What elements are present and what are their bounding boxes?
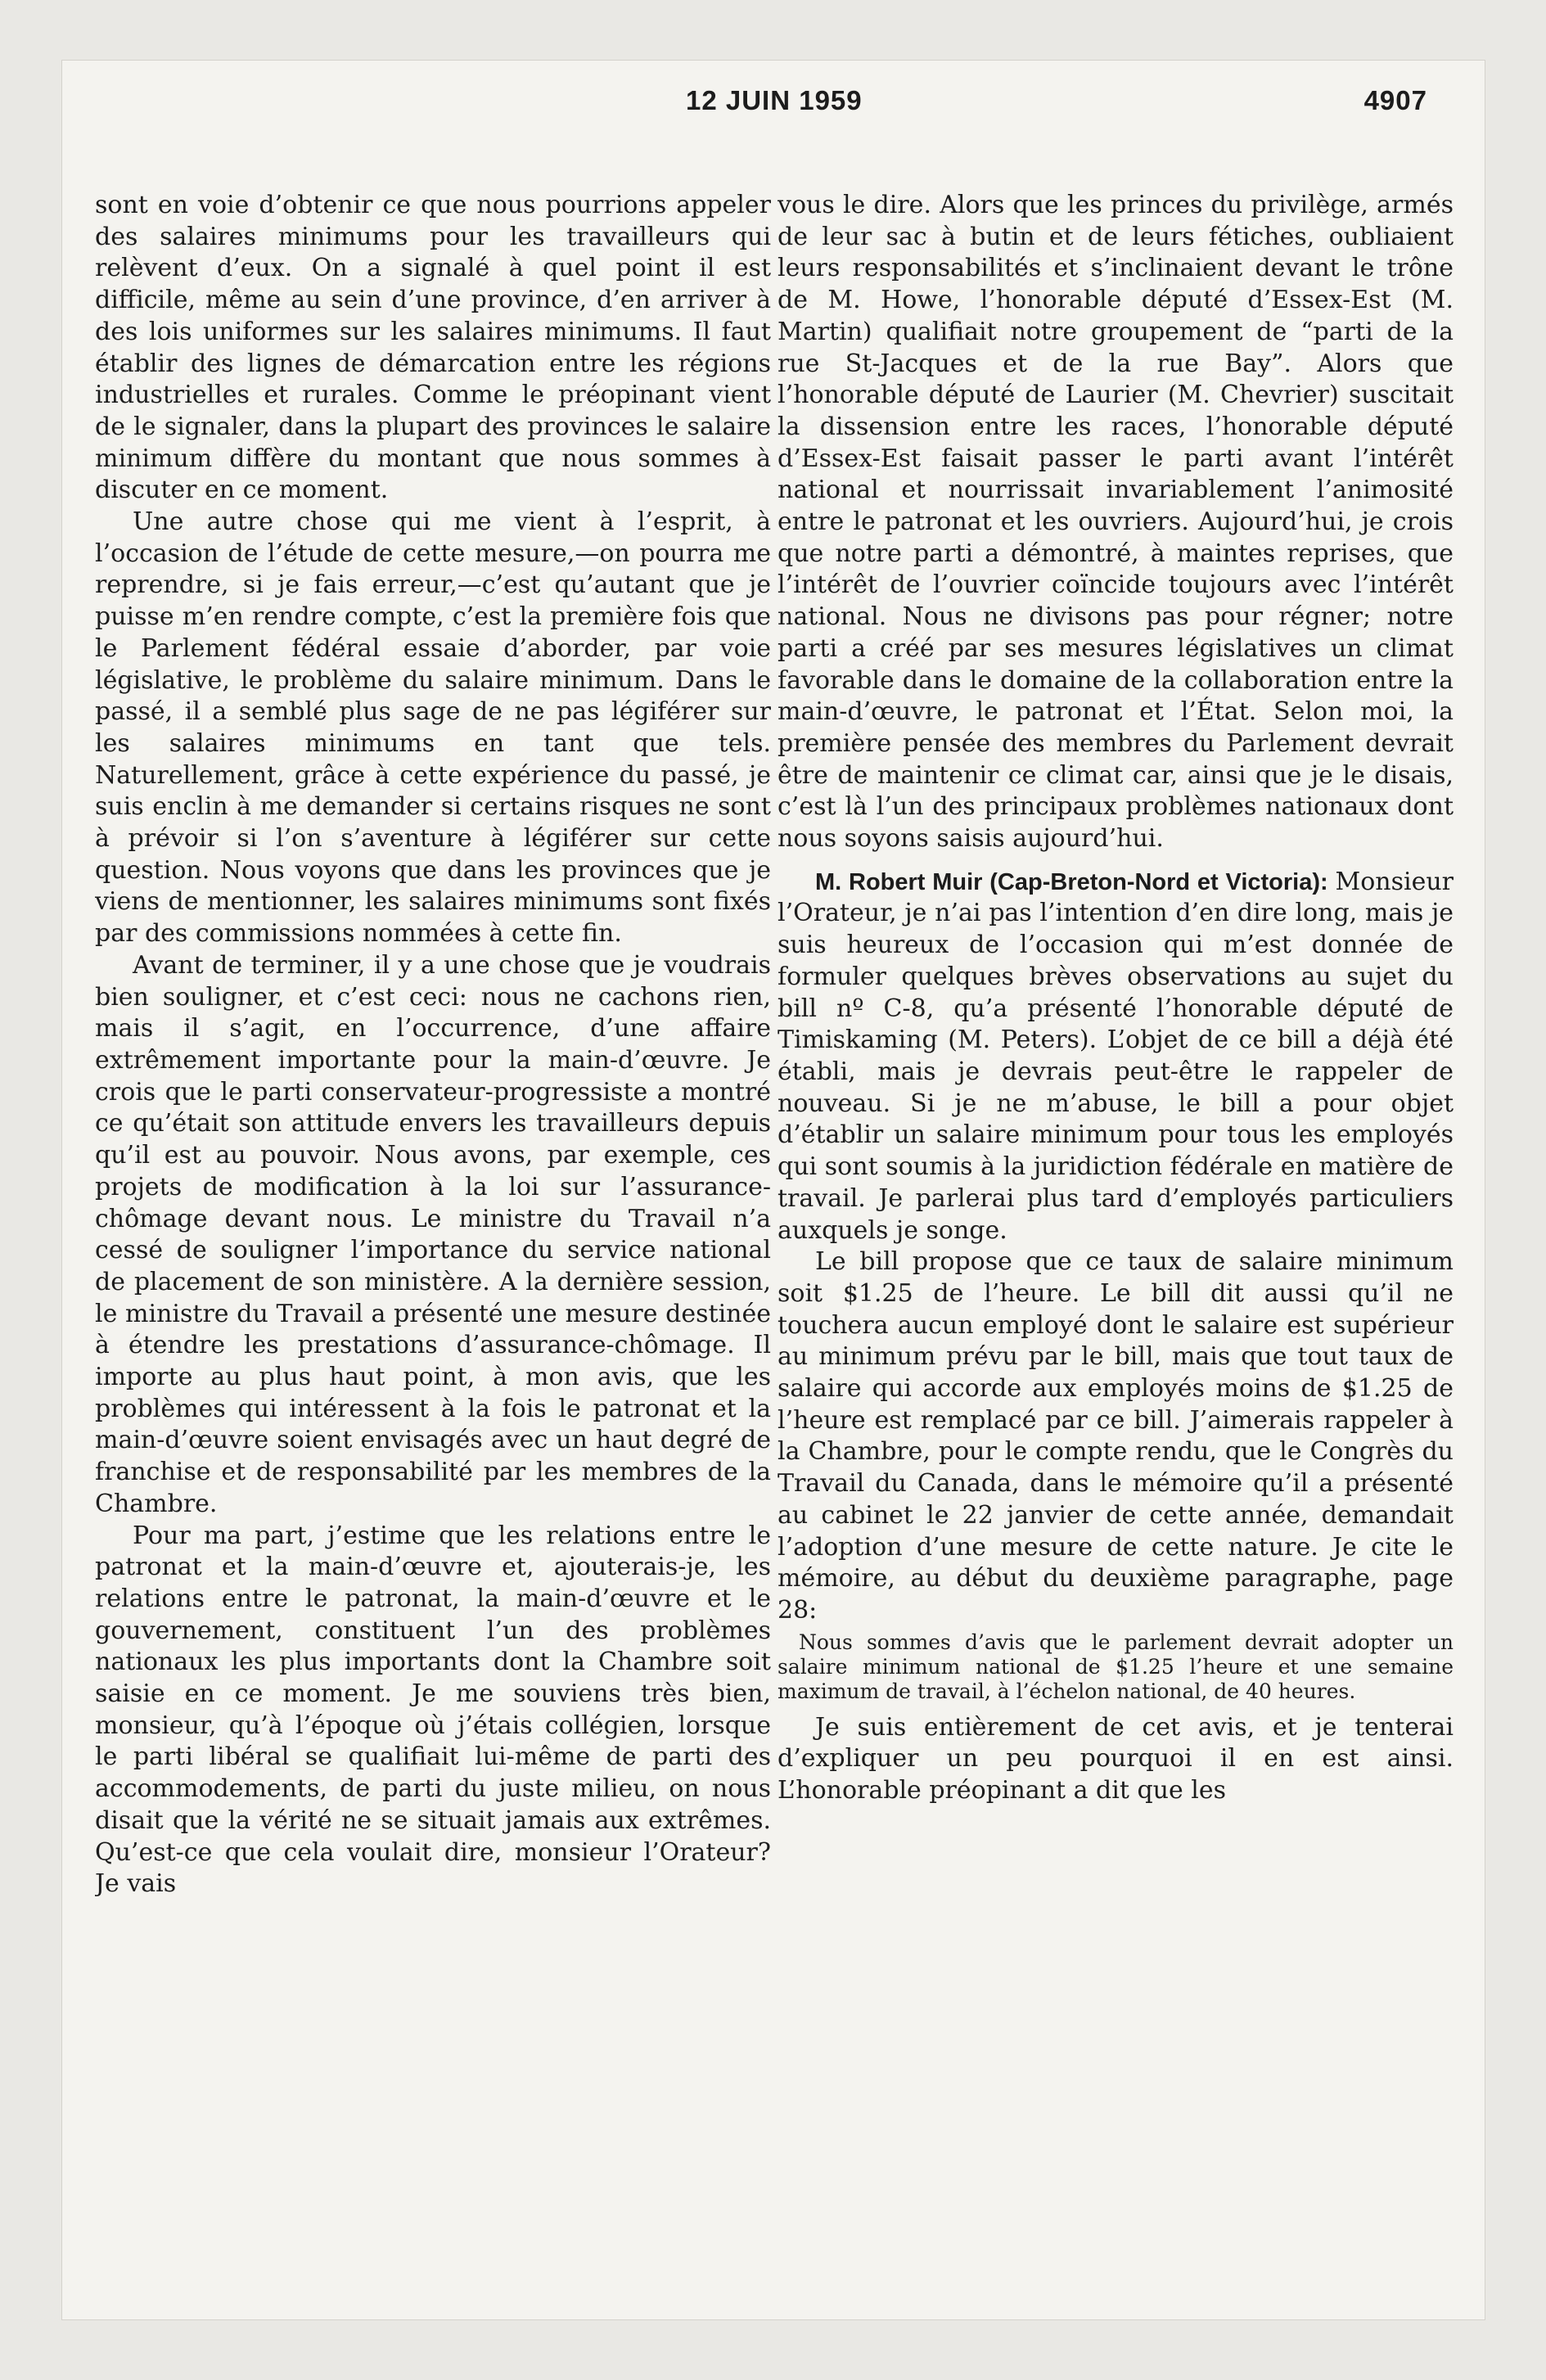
- paragraph: Une autre chose qui me vient à l’esprit, à l’occasion de l’étude de cette mesure,—on pourra me reprendre, si je fais erreur,—c’est qu’autant que je puisse m’en rendre compte, c’est la première fois que le Parlement fédéral essaie d’aborder, par voie législative, le problème du salaire minimum. Dans le passé, il a semblé plus sage de ne pas légiférer sur les salaires minimums en tant que tels. Naturellement, grâce à cette expérience du passé, je suis enclin à me demander si certains risques ne sont à prévoir si l’on s’aventure à légiférer sur cette question. Nous voyons que dans les provinces que je viens de mentionner, les salaires minimums sont fixés par des commissions nommées à cette fin.: [95, 507, 771, 949]
- speech-paragraph: [778, 867, 1454, 1246]
- speech-text: Monsieur l’Orateur, je n’ai pas l’intention d’en dire long, mais je suis heureux de l’occasion qui m’est donnée de formuler quelques brèves observations au sujet du bill nº C-8, qu’a présenté l’honorable député de Timiskaming (M. Peters). L’objet de ce bill a déjà été établi, mais je devrais peut-être le rappeler de nouveau. Si je ne m’abuse, le bill a pour objet d’établir un salaire minimum pour tous les employés qui sont soumis à la juridiction fédérale en matière de travail. Je parlerai plus tard d’employés particuliers auxquels je songe.: [778, 867, 1454, 1245]
- paragraph: Avant de terminer, il y a une chose que je voudrais bien souligner, et c’est ceci: nous ne cachons rien, mais il s’agit, en l’occurrence, d’une affaire extrêmement importante pour la main-d’œuvre. Je crois que le parti conservateur-progressiste a montré ce qu’était son attitude envers les travailleurs depuis qu’il est au pouvoir. Nous avons, par exemple, ces projets de modification à la loi sur l’assurance-chômage devant nous. Le ministre du Travail n’a cessé de souligner l’importance du service national de placement de son ministère. A la dernière session, le ministre du Travail a présenté une mesure destinée à étendre les prestations d’assurance-chômage. Il importe au plus haut point, à mon avis, que les problèmes qui intéressent à la fois le patronat et la main-d’œuvre soient envisagés avec un haut degré de franchise et de responsabilité par les membres de la Chambre.: [95, 950, 771, 1518]
- paragraph: Pour ma part, j’estime que les relations entre le patronat et la main-d’œuvre et, ajouterais-je, les relations entre le patronat, la main-d’œuvre et le gouvernement, constituent l’un des problèmes nationaux les plus importants dont la Chambre soit saisie en ce moment. Je me souviens très bien, monsieur, qu’à l’époque où j’étais collégien, lorsque le parti libéral se qualifiait lui-même de parti des accommodements, de parti du juste milieu, on nous disait que la vérité ne se situait jamais aux extrêmes. Qu’est-ce que cela voulait dire, monsieur l’Orateur? Je vais: [95, 1521, 771, 1899]
- block-quote: Nous sommes d’avis que le parlement devrait adopter un salaire minimum national de $1.25 l’heure et une semaine maximum de travail, à l’échelon national, de 40 heures.: [778, 1629, 1454, 1703]
- page-header: [80, 82, 1427, 131]
- page-number: 4907: [1363, 85, 1427, 115]
- paragraph: sont en voie d’obtenir ce que nous pourrions appeler des salaires minimums pour les travailleurs qui relèvent d’eux. On a signalé à quel point il est difficile, même au sein d’une province, d’en arriver à des lois uniformes sur les salaires minimums. Il faut établir des lignes de démarcation entre les régions industrielles et rurales. Comme le préopinant vient de le signaler, dans la plupart des provinces le salaire minimum diffère du montant que nous sommes à discuter en ce moment.: [95, 191, 771, 505]
- paragraph: vous le dire. Alors que les princes du privilège, armés de leur sac à butin et de leurs fétiches, oubliaient leurs responsabilités et s’inclinaient devant le trône de M. Howe, l’honorable député d’Essex-Est (M. Martin) qualifiait notre groupement de “parti de la rue St-Jacques et de la rue Bay”. Alors que l’honorable député de Laurier (M. Chevrier) suscitait la dissension entre les races, l’honorable député d’Essex-Est faisait passer le parti avant l’intérêt national et nourrissait invariablement l’animosité entre le patronat et les ouvriers. Aujourd’hui, je crois que notre parti a démontré, à maintes reprises, que l’intérêt de l’ouvrier coïncide toujours avec l’intérêt national. Nous ne divisons pas pour régner; notre parti a créé par ses mesures législatives un climat favorable dans le domaine de la collaboration entre la main-d’œuvre, le patronat et l’État. Selon moi, la première pensée des membres du Parlement devrait être de maintenir ce climat car, ainsi que je le disais, c’est là l’un des principaux problèmes nationaux dont nous soyons saisis aujourd’hui.: [778, 191, 1454, 854]
- speaker-name: M. Robert Muir (Cap-Breton-Nord et Victoria):: [815, 868, 1336, 895]
- header-date: 12 JUIN 1959: [686, 85, 863, 115]
- left-column: [95, 190, 771, 2277]
- paragraph: Le bill propose que ce taux de salaire minimum soit $1.25 de l’heure. Le bill dit aussi qu’il ne touchera aucun employé dont le salaire est supérieur au minimum prévu par le bill, mais que tout taux de salaire qui accorde aux employés moins de $1.25 de l’heure est remplacé par ce bill. J’aimerais rappeler à la Chambre, pour le compte rendu, que le Congrès du Travail du Canada, dans le mémoire qu’il a présenté au cabinet le 22 janvier de cette année, demandait l’adoption d’une mesure de cette nature. Je cite le mémoire, au début du deuxième paragraphe, page 28:: [778, 1247, 1454, 1625]
- right-column: [778, 190, 1454, 2277]
- paragraph: Je suis entièrement de cet avis, et je tenterai d’expliquer un peu pourquoi il en est ainsi. L’honorable préopinant a dit que les: [778, 1712, 1454, 1805]
